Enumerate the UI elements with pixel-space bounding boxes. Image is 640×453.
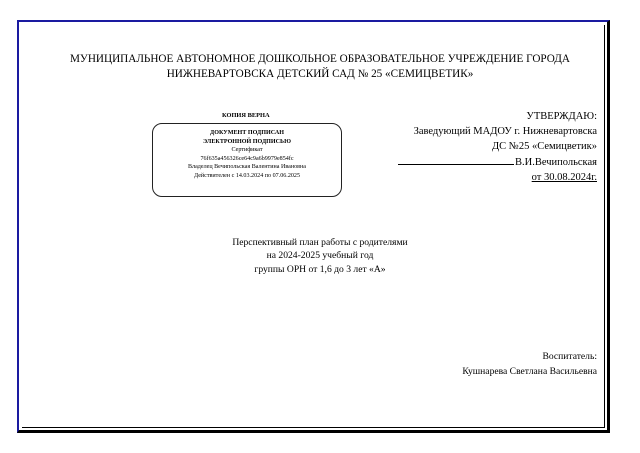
approval-institution: ДС №25 «Семицветик»	[492, 141, 597, 152]
approval-signature-row	[357, 154, 597, 170]
plan-line-3: группы ОРН от 1,6 до 3 лет «А»	[254, 263, 386, 275]
electronic-signature-stamp	[152, 123, 342, 197]
signature-line	[398, 154, 514, 165]
header-line-1: МУНИЦИПАЛЬНОЕ АВТОНОМНОЕ ДОШКОЛЬНОЕ ОБРАЗОВАТЕЛЬНОЕ УЧРЕЖДЕНИЕ ГОРОДА	[69, 53, 571, 65]
approval-position: Заведующий МАДОУ г. Нижневартовска	[413, 126, 597, 137]
stamp-validity: Действителен с 14.03.2024 по 07.06.2025	[193, 172, 301, 179]
plan-line-1: Перспективный план работы с родителями	[232, 237, 408, 248]
approval-signatory: В.И.Вечипольская	[515, 157, 597, 168]
plan-title	[200, 236, 440, 276]
stamp-owner: Владелец Вечипольская Валентина Ивановна	[187, 164, 307, 171]
teacher-role: Воспитатель:	[542, 351, 597, 362]
institution-header	[60, 52, 580, 82]
stamp-cert-label: Сертификат	[231, 147, 263, 154]
approval-block	[357, 109, 597, 185]
copy-label: КОПИЯ ВЕРНА	[222, 112, 270, 119]
teacher-block	[397, 349, 597, 379]
approval-date: от 30.08.2024г.	[531, 172, 597, 183]
stamp-cert-number: 76f635a456326ce64c9a6b9979e854fc	[200, 155, 294, 162]
approval-title: УТВЕРЖДАЮ:	[526, 111, 597, 122]
header-line-2: НИЖНЕВАРТОВСКА ДЕТСКИЙ САД № 25 «СЕМИЦВЕТИК»	[166, 68, 474, 80]
stamp-line-2: ЭЛЕКТРОННОЙ ПОДПИСЬЮ	[203, 138, 291, 145]
teacher-name: Кушнарева Светлана Васильевна	[462, 366, 597, 377]
stamp-line-1: ДОКУМЕНТ ПОДПИСАН	[210, 130, 284, 136]
plan-line-2: на 2024-2025 учебный год	[266, 250, 374, 262]
